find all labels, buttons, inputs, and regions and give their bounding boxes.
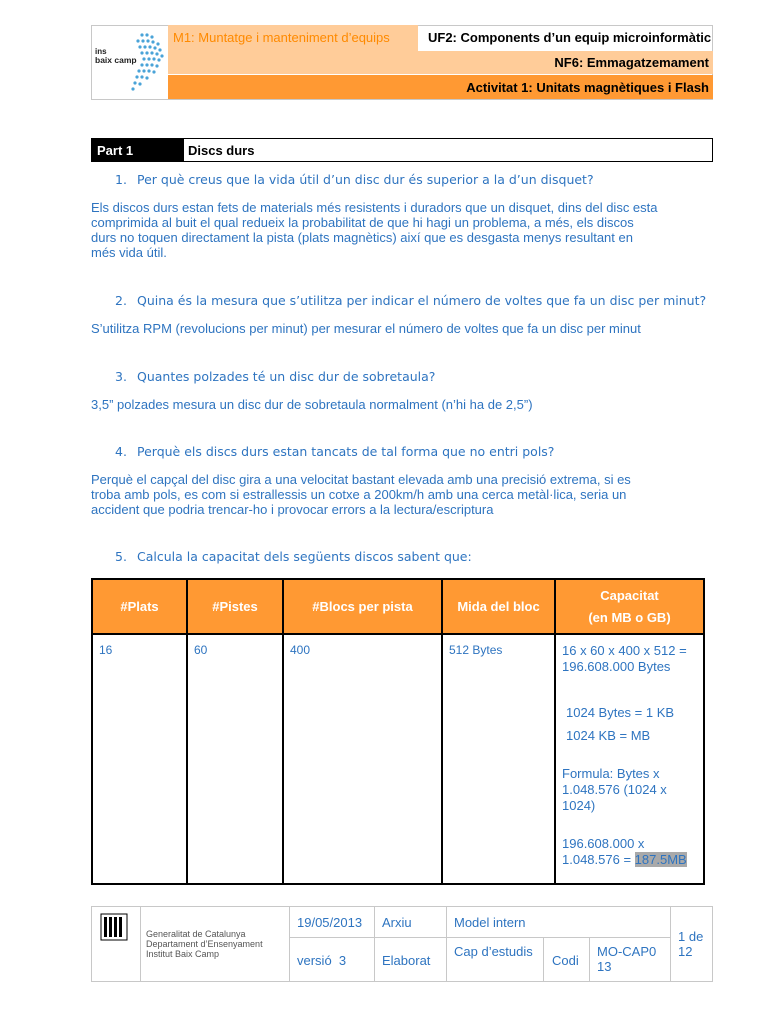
table-header-row (92, 579, 704, 634)
answer-line: accident que podria trencar-ho i provocar errors a la lectura/escriptura (91, 502, 494, 517)
part-label: Part 1 (97, 143, 134, 158)
answer-2 (91, 321, 641, 336)
footer-versio: versió 3 (297, 953, 347, 968)
question-5 (115, 549, 472, 564)
question-1 (115, 172, 594, 187)
footer-codi-value: MO-CAP013 (597, 944, 657, 974)
cap-line: 196.608.000 Bytes (562, 659, 671, 674)
question-number: 5. (115, 549, 127, 564)
cell-capacitat (555, 634, 704, 884)
capacity-table (91, 578, 705, 885)
header-blocs: #Blocs per pista (283, 579, 442, 634)
footer-model: Model intern (454, 915, 526, 930)
header-nf: NF6: Emmagatzemament (554, 55, 709, 70)
header-capacitat (555, 579, 704, 634)
question-text: Perquè els discs durs estan tancats de tal forma que no entri pols? (137, 444, 555, 459)
header-pistes: #Pistes (187, 579, 283, 634)
header-activity: Activitat 1: Unitats magnètiques i Flash (466, 80, 709, 95)
answer-line: 3,5” polzades mesura un disc dur de sobretaula normalment (n’hi ha de 2,5”) (91, 397, 533, 412)
svg-text:ins: ins (95, 47, 107, 56)
footer (91, 906, 713, 982)
question-number: 2. (115, 293, 127, 308)
cell-blocs: 400 (283, 634, 442, 884)
question-text: Per què creus que la vida útil d’un disc dur és superior a la d’un disquet? (137, 172, 594, 187)
question-number: 3. (115, 369, 127, 384)
question-text: Quantes polzades té un disc dur de sobretaula? (137, 369, 436, 384)
footer-org3: Institut Baix Camp (146, 949, 220, 959)
footer-arxiu: Arxiu (382, 915, 412, 930)
answer-line: comprimida al buit el qual redueix la probabilitat de que hi hagi un problema, a més, els discos (91, 215, 634, 230)
question-4 (115, 444, 554, 459)
question-3 (115, 369, 435, 384)
question-text: Quina és la mesura que s’utilitza per indicar el número de voltes que fa un disc per minut? (137, 293, 707, 308)
cell-mida: 512 Bytes (442, 634, 555, 884)
answer-line: troba amb pols, es com si estrallessis un cotxe a 200km/h amb una cerca metàl·lica, seria un (91, 487, 627, 502)
table-row (92, 634, 704, 884)
part-title: Discs durs (188, 143, 255, 158)
header-capacitat-line1: Capacitat (600, 587, 659, 603)
header-module: M1: Muntatge i manteniment d’equips (173, 30, 390, 45)
header-plats: #Plats (92, 579, 187, 634)
cap-line: 1024 KB = MB (566, 728, 651, 743)
cap-result-highlight: 187.5MB (634, 852, 687, 867)
cap-line-result (562, 852, 697, 868)
question-number: 1. (115, 172, 127, 187)
cap-result-prefix: 1.048.576 = (562, 852, 635, 867)
school-logo (92, 27, 168, 97)
footer-org2: Departament d’Ensenyament (146, 939, 263, 949)
header-unit: UF2: Components d’un equip microinformàtic (428, 30, 712, 45)
answer-line: més vida útil. (91, 245, 167, 260)
cell-pistes: 60 (187, 634, 283, 884)
footer-cap: Cap d’estudis (454, 944, 533, 959)
part-bar (91, 138, 713, 162)
svg-text:baix camp: baix camp (95, 55, 137, 65)
answer-4 (91, 472, 631, 517)
cell-plats: 16 (92, 634, 187, 884)
footer-codi: Codi (552, 953, 579, 968)
cap-line: 1024 Bytes = 1 KB (566, 705, 675, 720)
answer-line: Perquè el capçal del disc gira a una velocitat bastant elevada amb una precisió extrema, si es (91, 472, 631, 487)
question-text: Calcula la capacitat dels següents discos sabent que: (137, 549, 472, 564)
answer-line: Els discos durs estan fets de materials més resistents i duradors que un disquet, dins del disc esta (91, 200, 658, 215)
answer-3 (91, 397, 533, 412)
cap-line: 1024) (562, 798, 596, 813)
answer-line: S’utilitza RPM (revolucions per minut) per mesurar el número de voltes que fa un disc per minut (91, 321, 641, 336)
footer-org1: Generalitat de Catalunya (146, 929, 246, 939)
footer-date: 19/05/2013 (297, 915, 363, 930)
header-mida: Mida del bloc (442, 579, 555, 634)
footer-page: 1 de 12 (678, 929, 704, 959)
question-number: 4. (115, 444, 127, 459)
header-capacitat-line2: (en MB o GB) (588, 609, 671, 625)
question-2 (115, 293, 706, 308)
generalitat-emblem-icon (100, 913, 128, 946)
answer-1 (91, 200, 658, 260)
cap-line: 196.608.000 x (562, 836, 645, 851)
cap-line: Formula: Bytes x (562, 766, 660, 781)
answer-line: durs no toquen directament la pista (plats magnètics) així que es desgasta menys resultant en (91, 230, 633, 245)
footer-elaborat: Elaborat (382, 953, 431, 968)
cap-line: 1.048.576 (1024 x (562, 782, 667, 797)
cap-line: 16 x 60 x 400 x 512 = (562, 643, 687, 658)
